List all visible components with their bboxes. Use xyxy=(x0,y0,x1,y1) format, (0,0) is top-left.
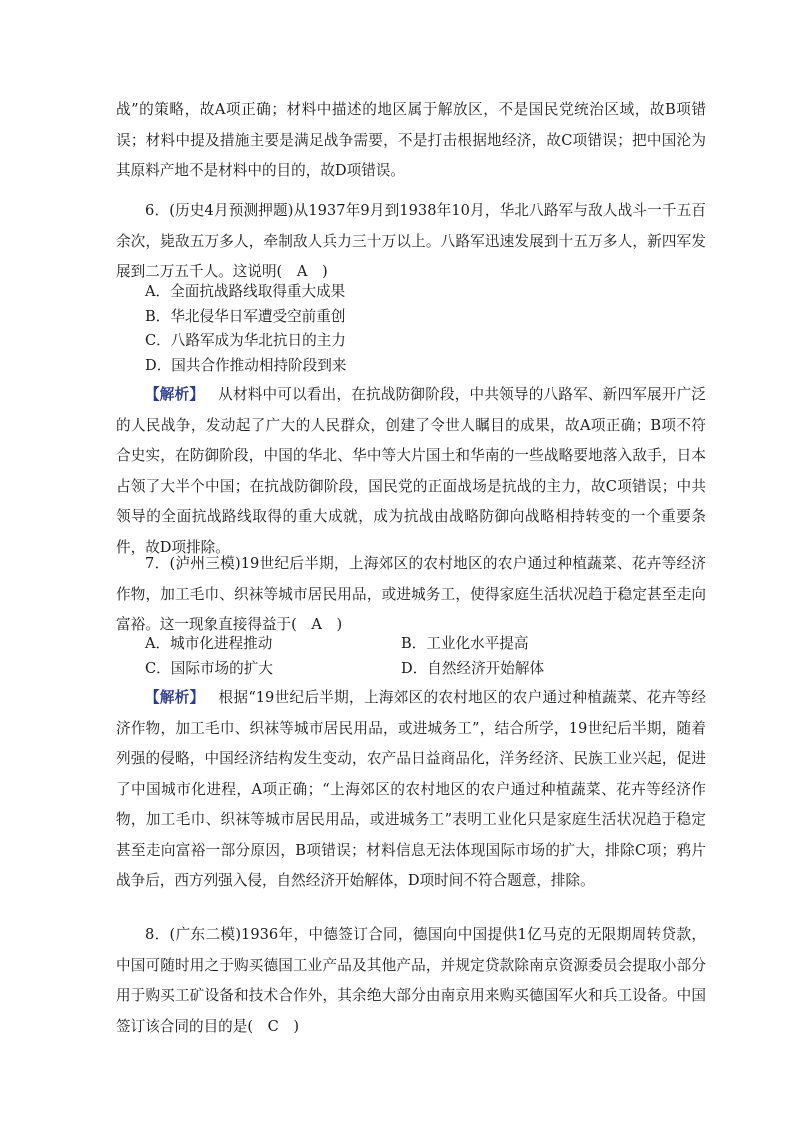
q6-option-a: A．全面抗战路线取得重大成果 xyxy=(145,283,346,300)
q7-option-c: C．国际市场的扩大 xyxy=(145,660,273,677)
question-6-explanation xyxy=(116,380,706,563)
question-7-explanation xyxy=(116,683,706,897)
q6-option-d: D．国共合作推动相持阶段到来 xyxy=(145,357,347,374)
previous-explanation-continued: 战”的策略，故A项正确；材料中描述的地区属于解放区，不是国民党统治区域，故B项错误；材料中提及措施主要是满足战争需要，不是打击根据地经济，故C项错误；把中国沦为其原料产地不是材料中的目的，故D项错误。 xyxy=(116,101,706,179)
q7-option-a: A．城市化进程推动 xyxy=(145,635,273,652)
question-6-explanation-text: 从材料中可以看出，在抗战防御阶段，中共领导的八路军、新四军展开广泛的人民战争，发动起了广大的人民群众，创建了令世人瞩目的成果，故A项正确；B项不符合史实，在防御阶段，中国的华北、华中等大片国土和华南的一些战略要地落入敌手，日本占领了大半个中国；在抗战防御阶段，国民党的正面战场是抗战的主力，故C项错误；中共领导的全面抗战路线取得的重大成就，成为抗战由战略防御向战略相持转变的一个重要条件，故D项排除。 xyxy=(116,386,706,556)
jiexi-label: 【解析】 xyxy=(145,689,205,706)
question-7-stem: 7．(泸州三模)19世纪后半期，上海郊区的农村地区的农户通过种植蔬菜、花卉等经济作物，加工毛巾、织袜等城市居民用品，或进城务工，使得家庭生活状况趋于稳定甚至走向富裕。这一现象直接得益于( A ) xyxy=(116,555,706,633)
question-7-explanation-text: 根据“19世纪后半期，上海郊区的农村地区的农户通过种植蔬菜、花卉等经济作物，加工毛巾、织袜等城市居民用品，或进城务工”，结合所学，19世纪后半期，随着列强的侵略，中国经济结构发生变动，农产品日益商品化，洋务经济、民族工业兴起，促进了中国城市化进程，A项正确；“上海郊区的农村地区的农户通过种植蔬菜、花卉等经济作物，加工毛巾、织袜等城市居民用品，或进城务工”表明工业化只是家庭生活状况趋于稳定甚至走向富裕一部分原因，B项错误；材料信息无法体现国际市场的扩大，排除C项；鸦片战争后，西方列强入侵，自然经济开始解体，D项时间不符合题意，排除。 xyxy=(116,689,706,889)
jiexi-label: 【解析】 xyxy=(145,386,205,403)
q7-option-b: B．工业化水平提高 xyxy=(401,635,529,652)
q7-option-d: D．自然经济开始解体 xyxy=(401,660,545,677)
q6-option-b: B．华北侵华日军遭受空前重创 xyxy=(145,308,346,325)
q6-option-c: C．八路军成为华北抗日的主力 xyxy=(145,332,346,349)
question-6-stem: 6．(历史4月预测押题)从1937年9月到1938年10月，华北八路军与敌人战斗一千五百余次，毙敌五万多人，牵制敌人兵力三十万以上。八路军迅速发展到十五万多人，新四军发展到二万五千人。这说明( A ) xyxy=(116,202,706,280)
question-8-stem: 8．(广东二模)1936年，中德签订合同，德国向中国提供1亿马克的无限期周转贷款，中国可随时用之于购买德国工业产品及其他产品，并规定贷款除南京资源委员会提取小部分用于购买工矿设备和技术合作外，其余绝大部分由南京用来购买德国军火和兵工设备。中国签订该合同的目的是( C ) xyxy=(116,926,706,1035)
